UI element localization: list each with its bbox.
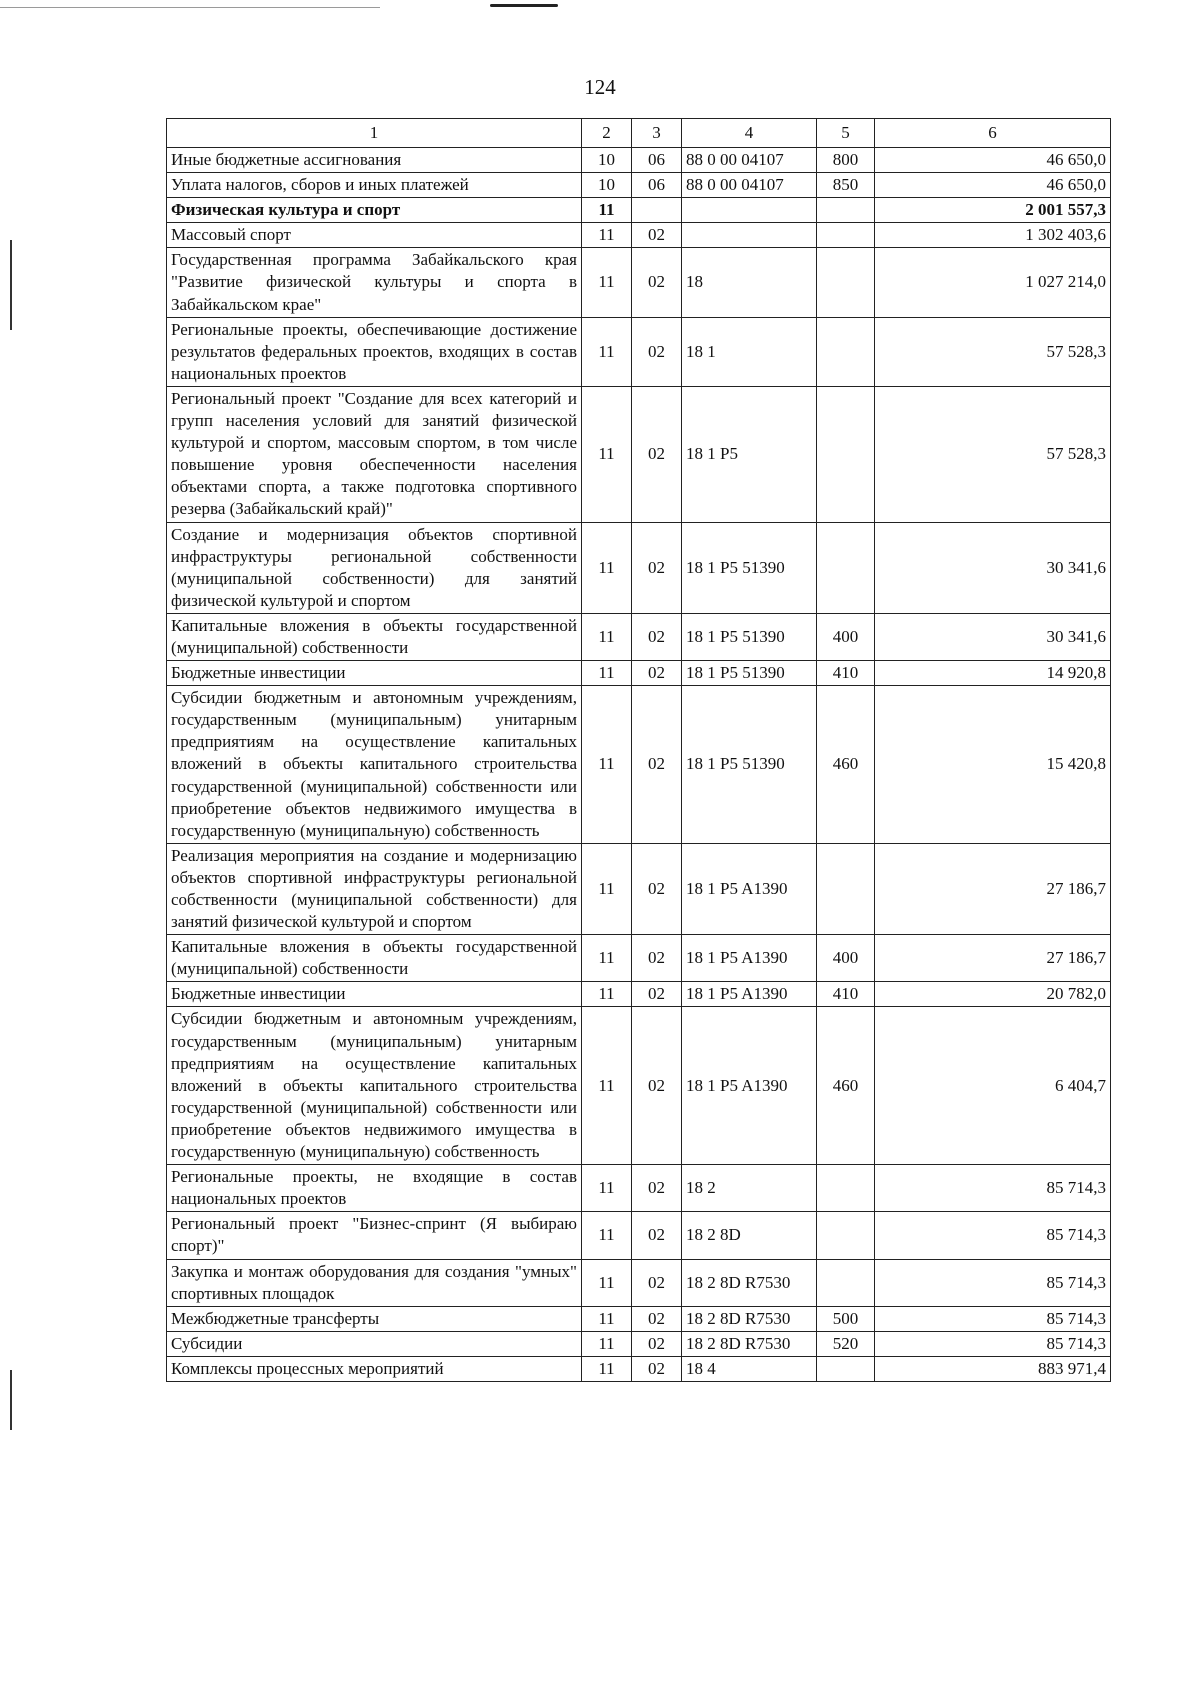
row-expense-type-cell (817, 522, 875, 613)
table-row (167, 386, 1111, 522)
row-target-article-cell: 18 2 (682, 1165, 817, 1212)
row-name-cell: Уплата налогов, сборов и иных платежей (167, 173, 582, 198)
table-row (167, 1306, 1111, 1331)
column-header: 1 (167, 119, 582, 148)
row-section-cell: 11 (582, 1007, 632, 1165)
row-name-cell: Физическая культура и спорт (167, 198, 582, 223)
table-row (167, 198, 1111, 223)
row-target-article-cell: 18 1 P5 51390 (682, 686, 817, 844)
table-row (167, 223, 1111, 248)
column-header: 5 (817, 119, 875, 148)
row-amount-cell: 57 528,3 (875, 317, 1111, 386)
row-section-cell: 11 (582, 661, 632, 686)
row-name-cell: Создание и модернизация объектов спортивной инфраструктуры региональной собственности (муниципальной собственности) для занятий физической культурой и спортом (167, 522, 582, 613)
row-name-cell: Иные бюджетные ассигнования (167, 148, 582, 173)
row-name-cell: Реализация мероприятия на создание и модернизацию объектов спортивной инфраструктуры региональной собственности (муниципальной собственности) для занятий физической культурой и спортом (167, 843, 582, 934)
row-section-cell: 11 (582, 317, 632, 386)
row-target-article-cell: 18 2 8D R7530 (682, 1259, 817, 1306)
row-subsection-cell: 06 (632, 173, 682, 198)
row-target-article-cell: 18 1 P5 51390 (682, 613, 817, 660)
row-expense-type-cell (817, 843, 875, 934)
row-amount-cell: 1 027 214,0 (875, 248, 1111, 317)
row-target-article-cell: 18 1 (682, 317, 817, 386)
row-amount-cell: 85 714,3 (875, 1259, 1111, 1306)
row-target-article-cell (682, 198, 817, 223)
row-section-cell: 10 (582, 173, 632, 198)
row-subsection-cell: 02 (632, 1007, 682, 1165)
table-body (167, 148, 1111, 1382)
column-header: 3 (632, 119, 682, 148)
row-section-cell: 11 (582, 1212, 632, 1259)
row-subsection-cell: 02 (632, 982, 682, 1007)
row-expense-type-cell (817, 1165, 875, 1212)
row-target-article-cell: 18 2 8D R7530 (682, 1306, 817, 1331)
row-target-article-cell: 18 1 P5 (682, 386, 817, 522)
row-section-cell: 11 (582, 613, 632, 660)
row-name-cell: Государственная программа Забайкальского края "Развитие физической культуры и спорта в Забайкальском крае" (167, 248, 582, 317)
scan-artifact-line (0, 7, 380, 8)
row-target-article-cell: 18 1 P5 A1390 (682, 935, 817, 982)
table-row (167, 1331, 1111, 1356)
row-subsection-cell: 02 (632, 317, 682, 386)
column-header: 2 (582, 119, 632, 148)
row-amount-cell: 85 714,3 (875, 1306, 1111, 1331)
row-subsection-cell: 02 (632, 613, 682, 660)
row-subsection-cell: 02 (632, 686, 682, 844)
budget-table (166, 118, 1111, 1382)
row-target-article-cell: 18 (682, 248, 817, 317)
table-row (167, 1007, 1111, 1165)
row-amount-cell: 883 971,4 (875, 1356, 1111, 1381)
row-name-cell: Региональный проект "Создание для всех категорий и групп населения условий для занятий физической культурой и спортом, массовым спортом, в том числе повышение уровня обеспеченности населения объектами спорта, а также подготовка спортивного резерва (Забайкальский край)" (167, 386, 582, 522)
row-subsection-cell: 02 (632, 248, 682, 317)
row-target-article-cell: 18 1 P5 A1390 (682, 982, 817, 1007)
scan-artifact-margin-mark (10, 240, 12, 330)
row-name-cell: Субсидии бюджетным и автономным учреждениям, государственным (муниципальным) унитарным предприятиям на осуществление капитальных вложений в объекты капитального строительства государственной (муниципальной) собственности или приобретение объектов недвижимого имущества в государственную (муниципальную) собственность (167, 1007, 582, 1165)
row-name-cell: Субсидии (167, 1331, 582, 1356)
row-expense-type-cell (817, 386, 875, 522)
row-name-cell: Региональные проекты, обеспечивающие достижение результатов федеральных проектов, входящих в состав национальных проектов (167, 317, 582, 386)
row-subsection-cell: 02 (632, 1331, 682, 1356)
row-section-cell: 11 (582, 935, 632, 982)
row-subsection-cell: 02 (632, 1356, 682, 1381)
scan-artifact-margin-mark (10, 1370, 12, 1430)
table-row (167, 686, 1111, 844)
row-amount-cell: 15 420,8 (875, 686, 1111, 844)
row-expense-type-cell (817, 1259, 875, 1306)
row-section-cell: 10 (582, 148, 632, 173)
table-row (167, 248, 1111, 317)
table-row (167, 1212, 1111, 1259)
row-subsection-cell: 02 (632, 1259, 682, 1306)
row-target-article-cell: 18 4 (682, 1356, 817, 1381)
row-name-cell: Массовый спорт (167, 223, 582, 248)
row-section-cell: 11 (582, 1259, 632, 1306)
row-amount-cell: 30 341,6 (875, 522, 1111, 613)
row-expense-type-cell (817, 1356, 875, 1381)
row-section-cell: 11 (582, 1331, 632, 1356)
row-section-cell: 11 (582, 386, 632, 522)
row-subsection-cell: 06 (632, 148, 682, 173)
row-section-cell: 11 (582, 522, 632, 613)
row-expense-type-cell: 520 (817, 1331, 875, 1356)
row-expense-type-cell (817, 248, 875, 317)
row-name-cell: Закупка и монтаж оборудования для создания "умных" спортивных площадок (167, 1259, 582, 1306)
row-amount-cell: 6 404,7 (875, 1007, 1111, 1165)
row-subsection-cell: 02 (632, 522, 682, 613)
row-expense-type-cell: 460 (817, 1007, 875, 1165)
row-amount-cell: 1 302 403,6 (875, 223, 1111, 248)
row-expense-type-cell: 850 (817, 173, 875, 198)
row-expense-type-cell: 400 (817, 613, 875, 660)
row-amount-cell: 85 714,3 (875, 1165, 1111, 1212)
row-subsection-cell: 02 (632, 1165, 682, 1212)
column-header: 6 (875, 119, 1111, 148)
table-row (167, 935, 1111, 982)
row-expense-type-cell: 460 (817, 686, 875, 844)
row-section-cell: 11 (582, 223, 632, 248)
row-target-article-cell: 18 2 8D (682, 1212, 817, 1259)
row-expense-type-cell: 410 (817, 661, 875, 686)
page-number: 124 (584, 75, 616, 99)
row-subsection-cell: 02 (632, 223, 682, 248)
row-amount-cell: 85 714,3 (875, 1212, 1111, 1259)
row-expense-type-cell: 400 (817, 935, 875, 982)
row-section-cell: 11 (582, 1165, 632, 1212)
row-section-cell: 11 (582, 686, 632, 844)
row-amount-cell: 57 528,3 (875, 386, 1111, 522)
row-name-cell: Межбюджетные трансферты (167, 1306, 582, 1331)
row-amount-cell: 46 650,0 (875, 173, 1111, 198)
table-row (167, 613, 1111, 660)
row-expense-type-cell (817, 1212, 875, 1259)
row-subsection-cell: 02 (632, 935, 682, 982)
row-name-cell: Капитальные вложения в объекты государственной (муниципальной) собственности (167, 613, 582, 660)
row-section-cell: 11 (582, 1306, 632, 1331)
row-amount-cell: 30 341,6 (875, 613, 1111, 660)
row-expense-type-cell (817, 223, 875, 248)
row-target-article-cell: 18 1 P5 51390 (682, 661, 817, 686)
row-expense-type-cell (817, 198, 875, 223)
table-row (167, 522, 1111, 613)
table-row (167, 317, 1111, 386)
table-row (167, 843, 1111, 934)
row-target-article-cell: 88 0 00 04107 (682, 173, 817, 198)
row-name-cell: Региональный проект "Бизнес-спринт (Я выбираю спорт)" (167, 1212, 582, 1259)
row-target-article-cell: 18 2 8D R7530 (682, 1331, 817, 1356)
row-section-cell: 11 (582, 843, 632, 934)
row-amount-cell: 14 920,8 (875, 661, 1111, 686)
row-target-article-cell: 18 1 P5 A1390 (682, 1007, 817, 1165)
row-section-cell: 11 (582, 982, 632, 1007)
row-name-cell: Региональные проекты, не входящие в состав национальных проектов (167, 1165, 582, 1212)
row-subsection-cell (632, 198, 682, 223)
row-section-cell: 11 (582, 198, 632, 223)
row-subsection-cell: 02 (632, 1212, 682, 1259)
row-subsection-cell: 02 (632, 661, 682, 686)
table-row (167, 1259, 1111, 1306)
table-row (167, 148, 1111, 173)
row-expense-type-cell: 800 (817, 148, 875, 173)
row-subsection-cell: 02 (632, 1306, 682, 1331)
row-amount-cell: 85 714,3 (875, 1331, 1111, 1356)
row-name-cell: Бюджетные инвестиции (167, 661, 582, 686)
row-amount-cell: 46 650,0 (875, 148, 1111, 173)
row-target-article-cell: 88 0 00 04107 (682, 148, 817, 173)
row-target-article-cell: 18 1 P5 A1390 (682, 843, 817, 934)
row-amount-cell: 20 782,0 (875, 982, 1111, 1007)
table-row (167, 173, 1111, 198)
row-name-cell: Бюджетные инвестиции (167, 982, 582, 1007)
row-amount-cell: 27 186,7 (875, 843, 1111, 934)
row-expense-type-cell: 410 (817, 982, 875, 1007)
row-expense-type-cell: 500 (817, 1306, 875, 1331)
row-section-cell: 11 (582, 1356, 632, 1381)
row-name-cell: Комплексы процессных мероприятий (167, 1356, 582, 1381)
table-row (167, 661, 1111, 686)
row-expense-type-cell (817, 317, 875, 386)
row-name-cell: Субсидии бюджетным и автономным учреждениям, государственным (муниципальным) унитарным предприятиям на осуществление капитальных вложений в объекты капитального строительства государственной (муниципальной) собственности или приобретение объектов недвижимого имущества в государственную (муниципальную) собственность (167, 686, 582, 844)
row-target-article-cell (682, 223, 817, 248)
row-amount-cell: 27 186,7 (875, 935, 1111, 982)
row-name-cell: Капитальные вложения в объекты государственной (муниципальной) собственности (167, 935, 582, 982)
table-row (167, 982, 1111, 1007)
row-subsection-cell: 02 (632, 386, 682, 522)
table-row (167, 1165, 1111, 1212)
row-amount-cell: 2 001 557,3 (875, 198, 1111, 223)
row-section-cell: 11 (582, 248, 632, 317)
row-target-article-cell: 18 1 P5 51390 (682, 522, 817, 613)
scan-artifact-mark (490, 4, 558, 7)
table-row (167, 1356, 1111, 1381)
table-header-row (167, 119, 1111, 148)
row-subsection-cell: 02 (632, 843, 682, 934)
column-header: 4 (682, 119, 817, 148)
